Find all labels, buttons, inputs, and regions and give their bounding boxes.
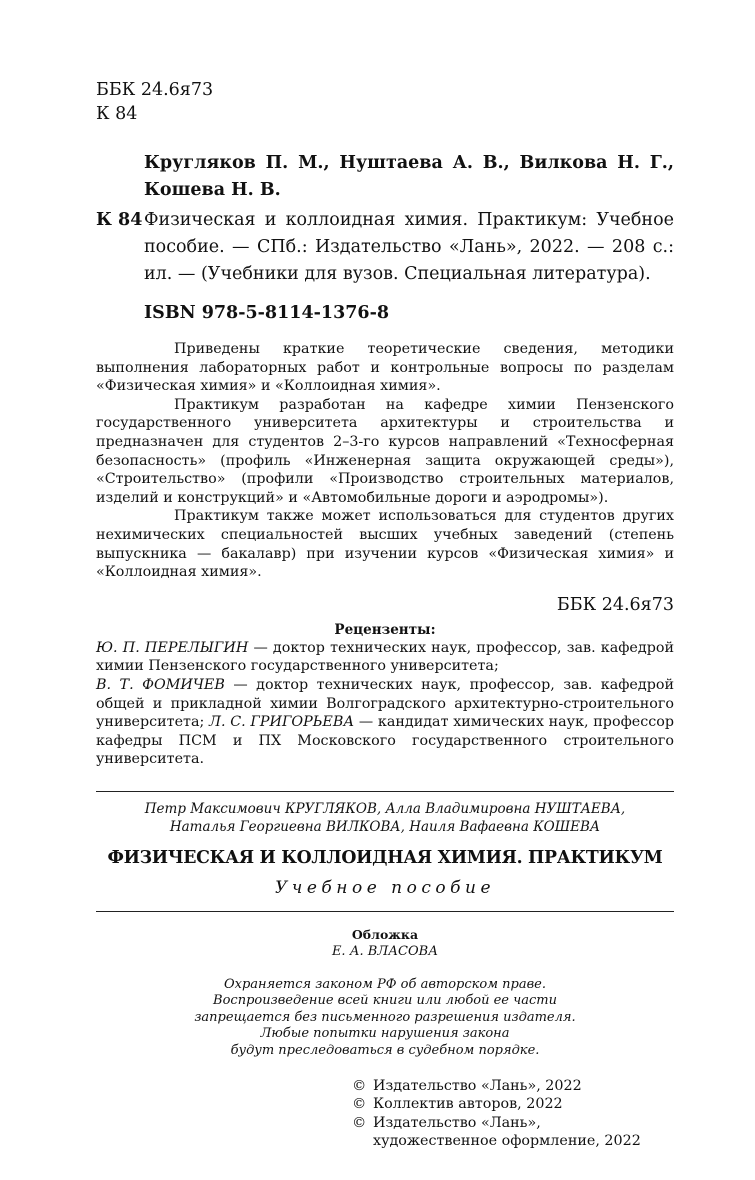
cover-label: Обложка bbox=[351, 926, 419, 942]
copyright-text: художественное оформление, 2022 bbox=[373, 1133, 641, 1150]
legal-line: Воспроизведение всей книги или любой ее части bbox=[213, 993, 557, 1009]
copyright-block bbox=[352, 1077, 674, 1151]
reviewer-2-3 bbox=[96, 676, 674, 769]
copyright-row bbox=[352, 1077, 674, 1095]
copyright-text: Издательство «Лань», 2022 bbox=[373, 1077, 582, 1094]
authors-heading: Кругляков П. М., Нуштаева А. В., Вилкова Н. Г., Кошева Н. В. bbox=[144, 153, 674, 200]
abstract-paragraph: Практикум разработан на кафедре химии Пензенского государственного университета архитектуры и строительства и предназначен для студентов 2–3-го курсов направлений «Техносферная безопасность» (профиль «Инженерная защита окружающей среды»), «Строительство» (профили «Производство строительных материалов, изделий и конструкций» и «Автомобильные дороги и аэродромы»). bbox=[96, 396, 674, 506]
cover-designer: Е. А. ВЛАСОВА bbox=[331, 943, 439, 959]
copyright-symbol: © bbox=[352, 1114, 367, 1131]
reviewer-1-name: Ю. П. ПЕРЕЛЫГИН bbox=[96, 639, 249, 656]
divider bbox=[96, 911, 674, 912]
bibliographic-entry bbox=[96, 207, 674, 288]
copyright-text: Коллектив авторов, 2022 bbox=[373, 1096, 563, 1113]
divider bbox=[96, 791, 674, 792]
book-subtitle: Учебное пособие bbox=[274, 877, 496, 898]
copyright-text: Издательство «Лань», bbox=[373, 1114, 541, 1131]
legal-line: будут преследоваться в судебном порядке. bbox=[230, 1042, 540, 1058]
legal-line: Любые попытки нарушения закона bbox=[260, 1026, 510, 1042]
bbk-classification-block bbox=[96, 78, 674, 126]
reviewer-3-description: — кандидат химических наук, профессор кафедры ПСМ и ПХ Московского государственного строительного университета. bbox=[96, 714, 674, 768]
author-mark: К 84 bbox=[96, 104, 138, 124]
imprint-authors-line: Петр Максимович КРУГЛЯКОВ, Алла Владимировна НУШТАЕВА, bbox=[144, 800, 626, 817]
bbk-code: ББК 24.6я73 bbox=[96, 80, 214, 100]
legal-line: запрещается без письменного разрешения издателя. bbox=[194, 1009, 576, 1025]
copyright-page bbox=[96, 78, 674, 1151]
copyright-row bbox=[352, 1095, 674, 1113]
legal-notice bbox=[96, 977, 674, 1059]
reviewer-2-name: В. Т. ФОМИЧЕВ bbox=[96, 676, 225, 693]
reviewer-1 bbox=[96, 639, 674, 676]
reviewer-1-description: — доктор технических наук, профессор, зав. кафедрой химии Пензенского государственного университета; bbox=[96, 639, 674, 675]
copyright-symbol: © bbox=[352, 1077, 367, 1094]
reviewer-2-description: — доктор технических наук, профессор, зав. кафедрой общей и прикладной химии Волгоградского архитектурно-строительного университета; bbox=[96, 676, 674, 731]
abstract-paragraph: Приведены краткие теоретические сведения, методики выполнения лабораторных работ и контрольные вопросы по разделам «Физическая химия» и «Коллоидная химия». bbox=[96, 341, 674, 395]
legal-line: Охраняется законом РФ об авторском праве. bbox=[224, 976, 546, 992]
isbn: ISBN 978-5-8114-1376-8 bbox=[144, 303, 390, 323]
book-title: ФИЗИЧЕСКАЯ И КОЛЛОИДНАЯ ХИМИЯ. ПРАКТИКУМ bbox=[107, 847, 663, 868]
reviewers-title: Рецензенты: bbox=[334, 621, 436, 638]
abstract bbox=[96, 340, 674, 582]
reviewers-list bbox=[96, 639, 674, 769]
reviewer-3-name: Л. С. ГРИГОРЬЕВА bbox=[209, 714, 355, 731]
copyright-row bbox=[352, 1114, 674, 1132]
copyright-row bbox=[352, 1132, 674, 1150]
bbk-code-right: ББК 24.6я73 bbox=[556, 594, 674, 615]
imprint-authors-line: Наталья Георгиевна ВИЛКОВА, Наиля Вафаевна КОШЕВА bbox=[169, 818, 601, 835]
copyright-symbol: © bbox=[352, 1096, 367, 1113]
entry-author-mark: К 84 bbox=[96, 210, 143, 230]
abstract-paragraph: Практикум также может использоваться для студентов других нехимических специальностей высших учебных заведений (степень выпускника — бакалавр) при изучении курсов «Физическая химия» и «Коллоидная химия». bbox=[96, 508, 674, 581]
imprint-authors bbox=[96, 800, 674, 836]
entry-description: Физическая и коллоидная химия. Практикум: Учебное пособие. — СПб.: Издательство «Лань», 2022. — 208 с.: ил. — (Учебники для вузов. Специальная литература). bbox=[144, 210, 674, 284]
